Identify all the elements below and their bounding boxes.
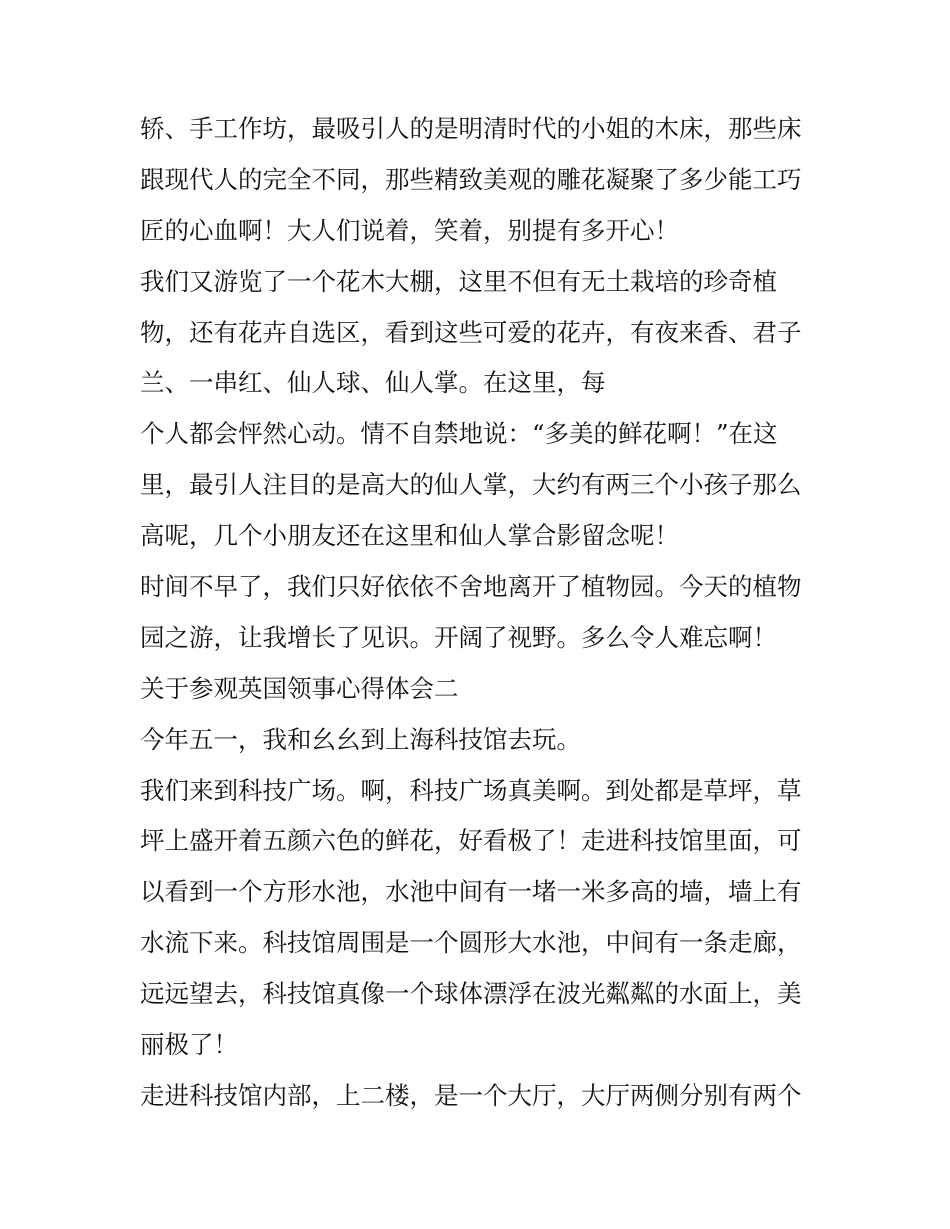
text-line: 跟现代人的完全不同，那些精致美观的雕花凝聚了多少能工巧 — [140, 164, 802, 194]
text-line: 高呢，几个小朋友还在这里和仙人掌合影留念呢！ — [140, 521, 679, 551]
text-line: 轿、手工作坊，最吸引人的是明清时代的小姐的木床，那些床 — [140, 114, 802, 143]
text-line: 园之游，让我增长了见识。开阔了视野。多么令人难忘啊！ — [140, 622, 777, 652]
text-line: 匠的心血啊！大人们说着，笑着，别提有多开心！ — [140, 215, 679, 245]
text-line: 里，最引人注目的是高大的仙人掌，大约有两三个小孩子那么 — [140, 470, 802, 500]
text-line: 我们又游览了一个花木大棚，这里不但有无土栽培的珍奇植 — [140, 266, 777, 296]
text-line: 物，还有花卉自选区，看到这些可爱的花卉，有夜来香、君子 — [140, 317, 802, 347]
document-body — [140, 104, 820, 1122]
text-line: 走进科技馆内部，上二楼，是一个大厅，大厅两侧分别有两个 — [140, 1080, 802, 1110]
text-line: 兰、一串红、仙人球、仙人掌。在这里，每 — [140, 368, 606, 398]
text-line: 远远望去，科技馆真像一个球体漂浮在波光粼粼的水面上，美 — [140, 979, 802, 1009]
text-line: 个人都会怦然心动。情不自禁地说：“多美的鲜花啊！”在这 — [140, 419, 778, 449]
text-line: 坪上盛开着五颜六色的鲜花，好看极了！走进科技馆里面，可 — [140, 826, 802, 856]
section-heading: 关于参观英国领事心得体会二 — [140, 673, 459, 703]
text-line: 丽极了！ — [140, 1030, 238, 1060]
text-line: 以看到一个方形水池，水池中间有一堵一米多高的墙，墙上有 — [140, 877, 802, 907]
text-line: 水流下来。科技馆周围是一个圆形大水池，中间有一条走廊， — [140, 928, 802, 958]
text-line: 我们来到科技广场。啊，科技广场真美啊。到处都是草坪，草 — [140, 775, 802, 805]
text-line: 时间不早了，我们只好依依不舍地离开了植物园。今天的植物 — [140, 572, 802, 602]
text-line: 今年五一，我和幺幺到上海科技馆去玩。 — [140, 724, 581, 754]
